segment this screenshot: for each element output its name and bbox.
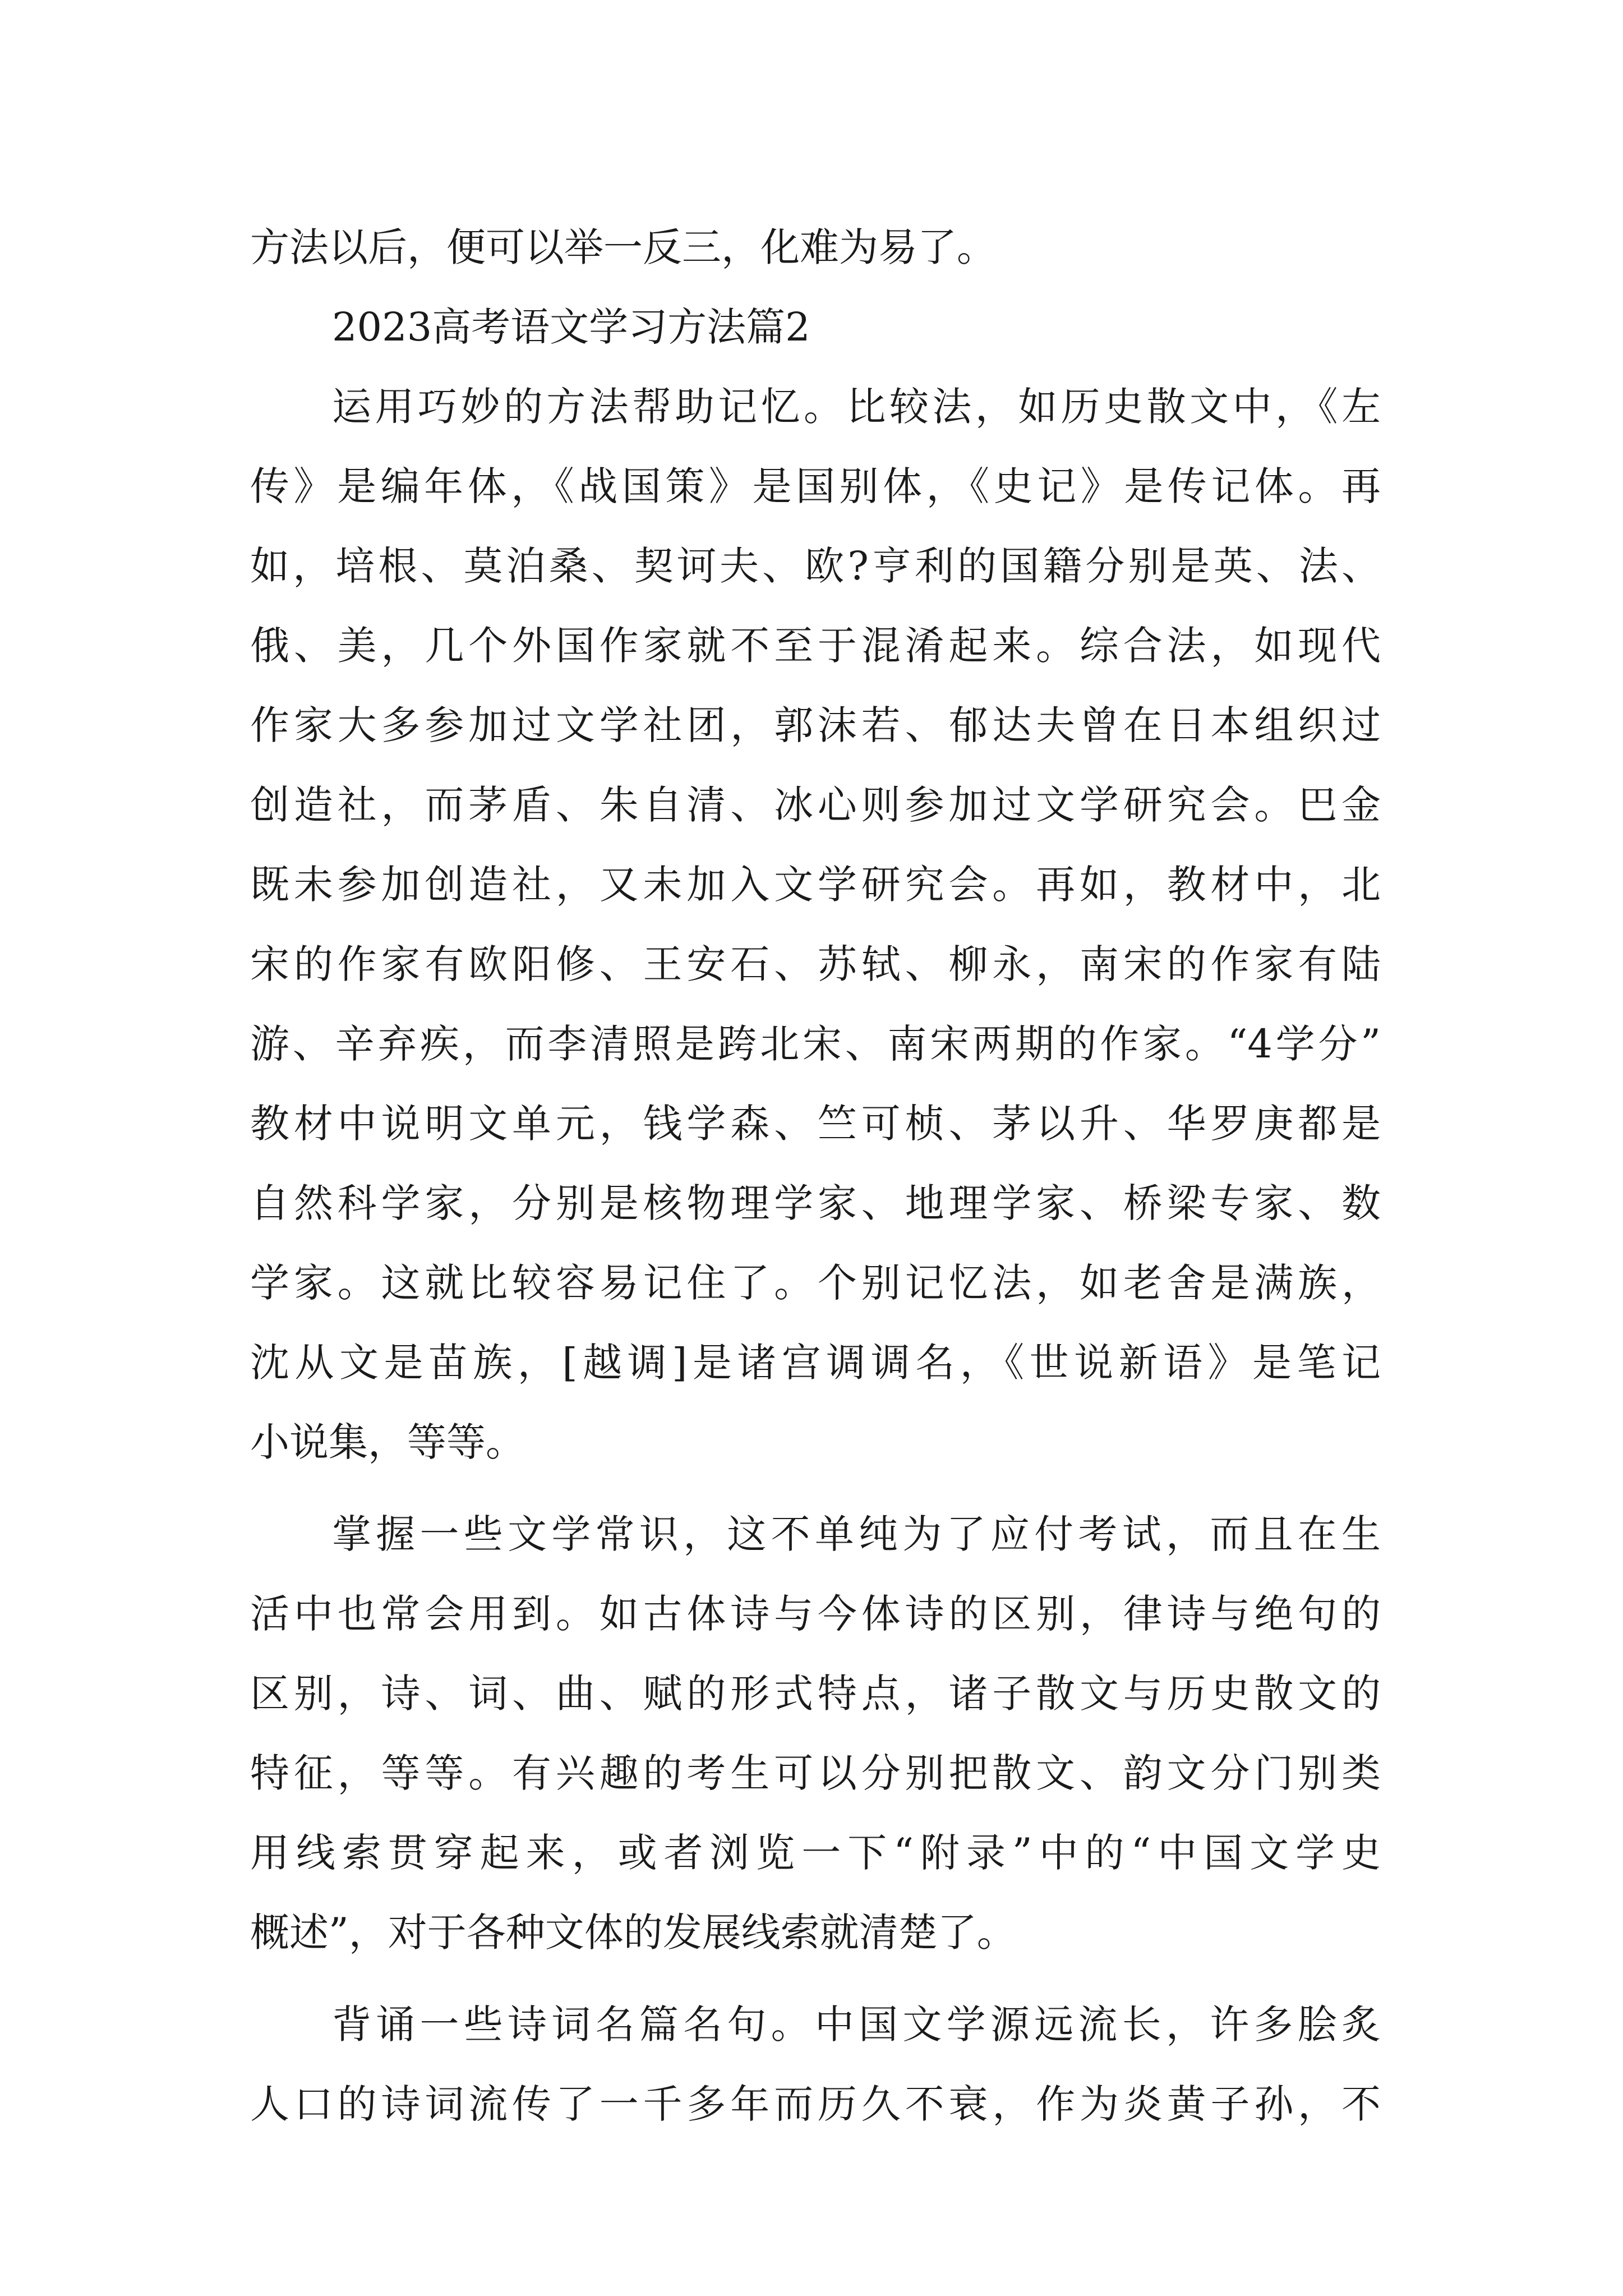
paragraph-line: 沈从文是苗族，[越调]是诸宫调调名，《世说新语》是笔记 [250, 1340, 1381, 1386]
paragraph-line: 宋的作家有欧阳修、王安石、苏轼、柳永，南宋的作家有陆 [250, 941, 1381, 987]
section-heading: 2023高考语文学习方法篇2 [332, 304, 810, 350]
paragraph-line: 俄、美，几个外国作家就不至于混淆起来。综合法，如现代 [250, 623, 1381, 669]
paragraph-line: 用线索贯穿起来，或者浏览一下“附录”中的“中国文学史 [250, 1830, 1381, 1876]
paragraph-line: 背诵一些诗词名篇名句。中国文学源远流长，许多脍炙 [332, 2001, 1381, 2047]
paragraph-line: 概述”，对于各种文体的发展线索就清楚了。 [250, 1910, 1016, 1955]
paragraph-line: 掌握一些文学常识，这不单纯为了应付考试，而且在生 [332, 1511, 1381, 1557]
paragraph-line: 如，培根、莫泊桑、契诃夫、欧?亨利的国籍分别是英、法、 [250, 543, 1381, 589]
paragraph-line: 作家大多参加过文学社团，郭沫若、郁达夫曾在日本组织过 [250, 702, 1381, 748]
paragraph-memory-methods [250, 367, 1381, 1482]
paragraph-recite-poems [250, 1985, 1381, 2144]
paragraph-line: 既未参加创造社，又未加入文学研究会。再如，教材中，北 [250, 862, 1381, 908]
paragraph-line: 创造社，而茅盾、朱自清、冰心则参加过文学研究会。巴金 [250, 782, 1381, 828]
paragraph-line: 游、辛弃疾，而李清照是跨北宋、南宋两期的作家。“4学分” [250, 1021, 1381, 1067]
paragraph-line: 区别，诗、词、曲、赋的形式特点，诸子散文与历史散文的 [250, 1671, 1381, 1717]
paragraph-line: 学家。这就比较容易记住了。个别记忆法，如老舍是满族， [250, 1260, 1381, 1306]
paragraph-line: 传》是编年体，《战国策》是国别体，《史记》是传记体。再 [250, 463, 1381, 509]
paragraph-line: 小说集，等等。 [250, 1419, 525, 1465]
paragraph-line: 教材中说明文单元，钱学森、竺可桢、茅以升、华罗庚都是 [250, 1101, 1381, 1147]
paragraph-continuation-line: 方法以后，便可以举一反三，化难为易了。 [250, 224, 996, 270]
paragraph-line: 活中也常会用到。如古体诗与今体诗的区别，律诗与绝句的 [250, 1591, 1381, 1637]
document-page [250, 208, 1381, 2144]
paragraph-line: 自然科学家，分别是核物理学家、地理学家、桥梁专家、数 [250, 1180, 1381, 1226]
paragraph-line: 人口的诗词流传了一千多年而历久不衰，作为炎黄子孙，不 [250, 2081, 1381, 2127]
paragraph-literary-knowledge [250, 1494, 1381, 1972]
paragraph-line: 运用巧妙的方法帮助记忆。比较法，如历史散文中，《左 [332, 384, 1381, 430]
paragraph-line: 特征，等等。有兴趣的考生可以分别把散文、韵文分门别类 [250, 1750, 1381, 1796]
